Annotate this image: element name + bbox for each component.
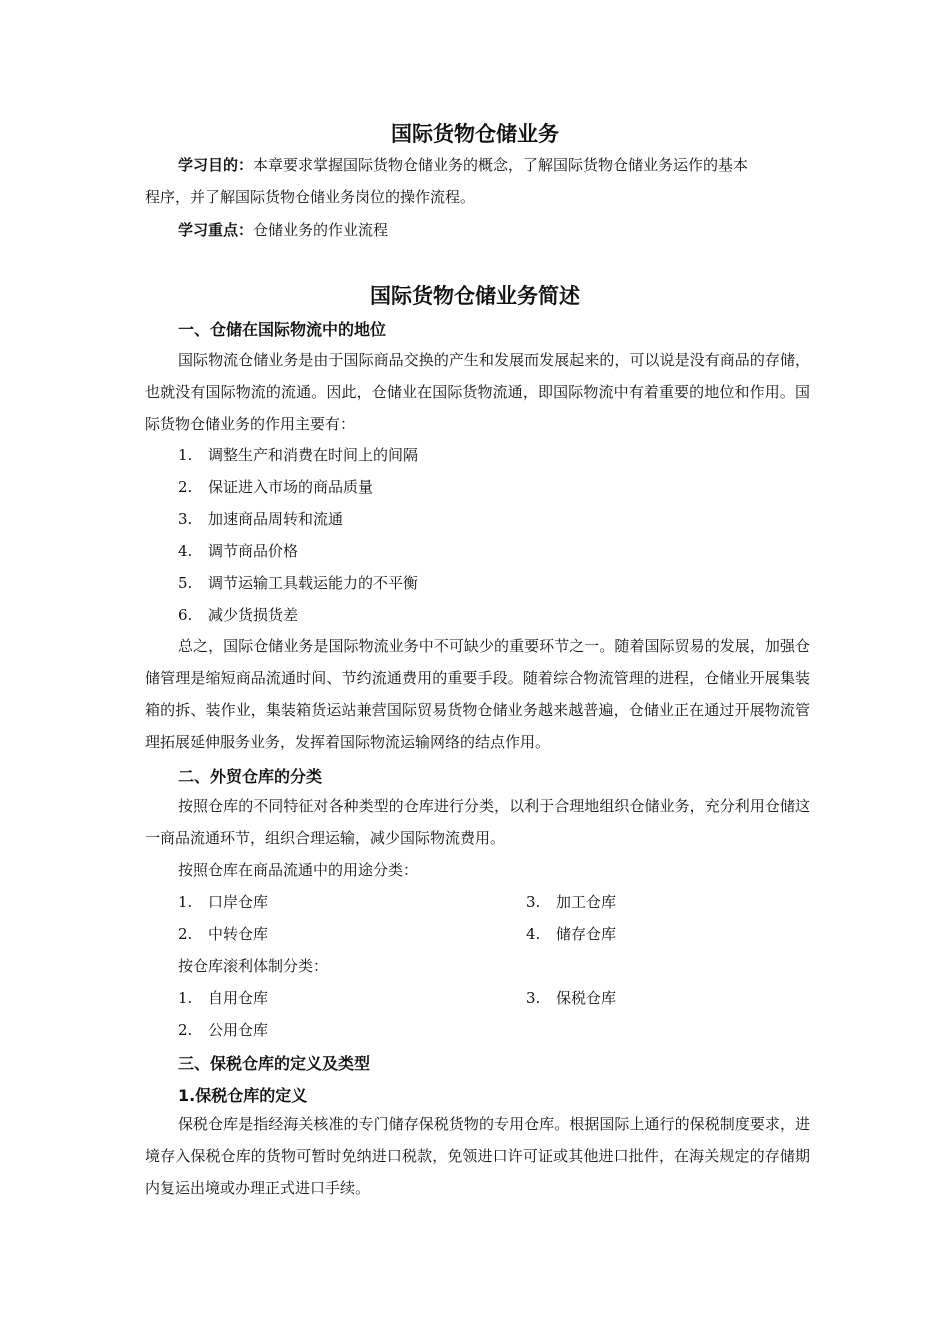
paragraph-section-1: 国际物流仓储业务是由于国际商品交换的产生和发展而发展起来的，可以说是没有商品的存储，也就没有国际物流的流通。因此，仓储业在国际货物流通，即国际物流中有着重要的地位和作用。国际货物仓储业务的作用主要有： — [145, 351, 810, 433]
study-goal-label: 学习目的： — [178, 156, 254, 174]
by-management-label: 按仓库滚利体制分类： — [178, 957, 329, 975]
list-item: 1. 调整生产和消费在时间上的间隔 — [178, 446, 419, 464]
sub-heading-definition: 1.保税仓库的定义 — [178, 1086, 308, 1105]
study-goal-line-2: 程序，并了解国际货物仓储业务岗位的操作流程。 — [145, 188, 476, 206]
heading-section-3: 三、保税仓库的定义及类型 — [178, 1054, 371, 1073]
summary-paragraph: 总之，国际仓储业务是国际物流业务中不可缺少的重要环节之一。随着国际贸易的发展，加强仓储管理是缩短商品流通时间、节约流通费用的重要手段。随着综合物流管理的进程，仓储业开展集装箱的拆、装作业，集装箱货运站兼营国际贸易货物仓储业务越来越普遍，仓储业正在通过开展物流管理拓展延伸服务业务，发挥着国际物流运输网络的结点作用。 — [145, 637, 810, 751]
heading-section-1: 一、仓储在国际物流中的地位 — [178, 320, 387, 339]
heading-section-2: 二、外贸仓库的分类 — [178, 767, 323, 786]
list-item: 3. 加速商品周转和流通 — [178, 510, 344, 528]
section-title: 国际货物仓储业务简述 — [370, 284, 580, 308]
list-item: 5. 调节运输工具载运能力的不平衡 — [178, 574, 419, 592]
list-item: 2. 中转仓库 — [178, 925, 269, 943]
list-item: 6. 减少货损货差 — [178, 606, 299, 624]
list-item: 2. 保证进入市场的商品质量 — [178, 478, 374, 496]
list-item: 3. 加工仓库 — [526, 893, 617, 911]
list-item: 3. 保税仓库 — [526, 989, 617, 1007]
list-item: 4. 储存仓库 — [526, 925, 617, 943]
study-focus-label: 学习重点： — [178, 221, 254, 239]
study-goal-line-1 — [178, 154, 748, 175]
study-goal-text-1: 本章要求掌握国际货物仓储业务的概念，了解国际货物仓储业务运作的基本 — [253, 156, 749, 174]
list-item: 2. 公用仓库 — [178, 1021, 269, 1039]
paragraph-section-2: 按照仓库的不同特征对各种类型的仓库进行分类，以利于合理地组织仓储业务，充分利用仓储这一商品流通环节，组织合理运输，减少国际物流费用。 — [145, 797, 810, 847]
by-use-label: 按照仓库在商品流通中的用途分类： — [178, 861, 419, 879]
list-item: 1. 自用仓库 — [178, 989, 269, 1007]
study-focus-text: 仓储业务的作业流程 — [253, 221, 389, 239]
list-item: 1. 口岸仓库 — [178, 893, 269, 911]
study-focus-line — [178, 219, 388, 240]
paragraph-section-3: 保税仓库是指经海关核准的专门储存保税货物的专用仓库。根据国际上通行的保税制度要求，进境存入保税仓库的货物可暂时免纳进口税款，免领进口许可证或其他进口批件，在海关规定的存储期内复运出境或办理正式进口手续。 — [145, 1115, 810, 1197]
document-title: 国际货物仓储业务 — [391, 122, 559, 146]
list-item: 4. 调节商品价格 — [178, 542, 299, 560]
